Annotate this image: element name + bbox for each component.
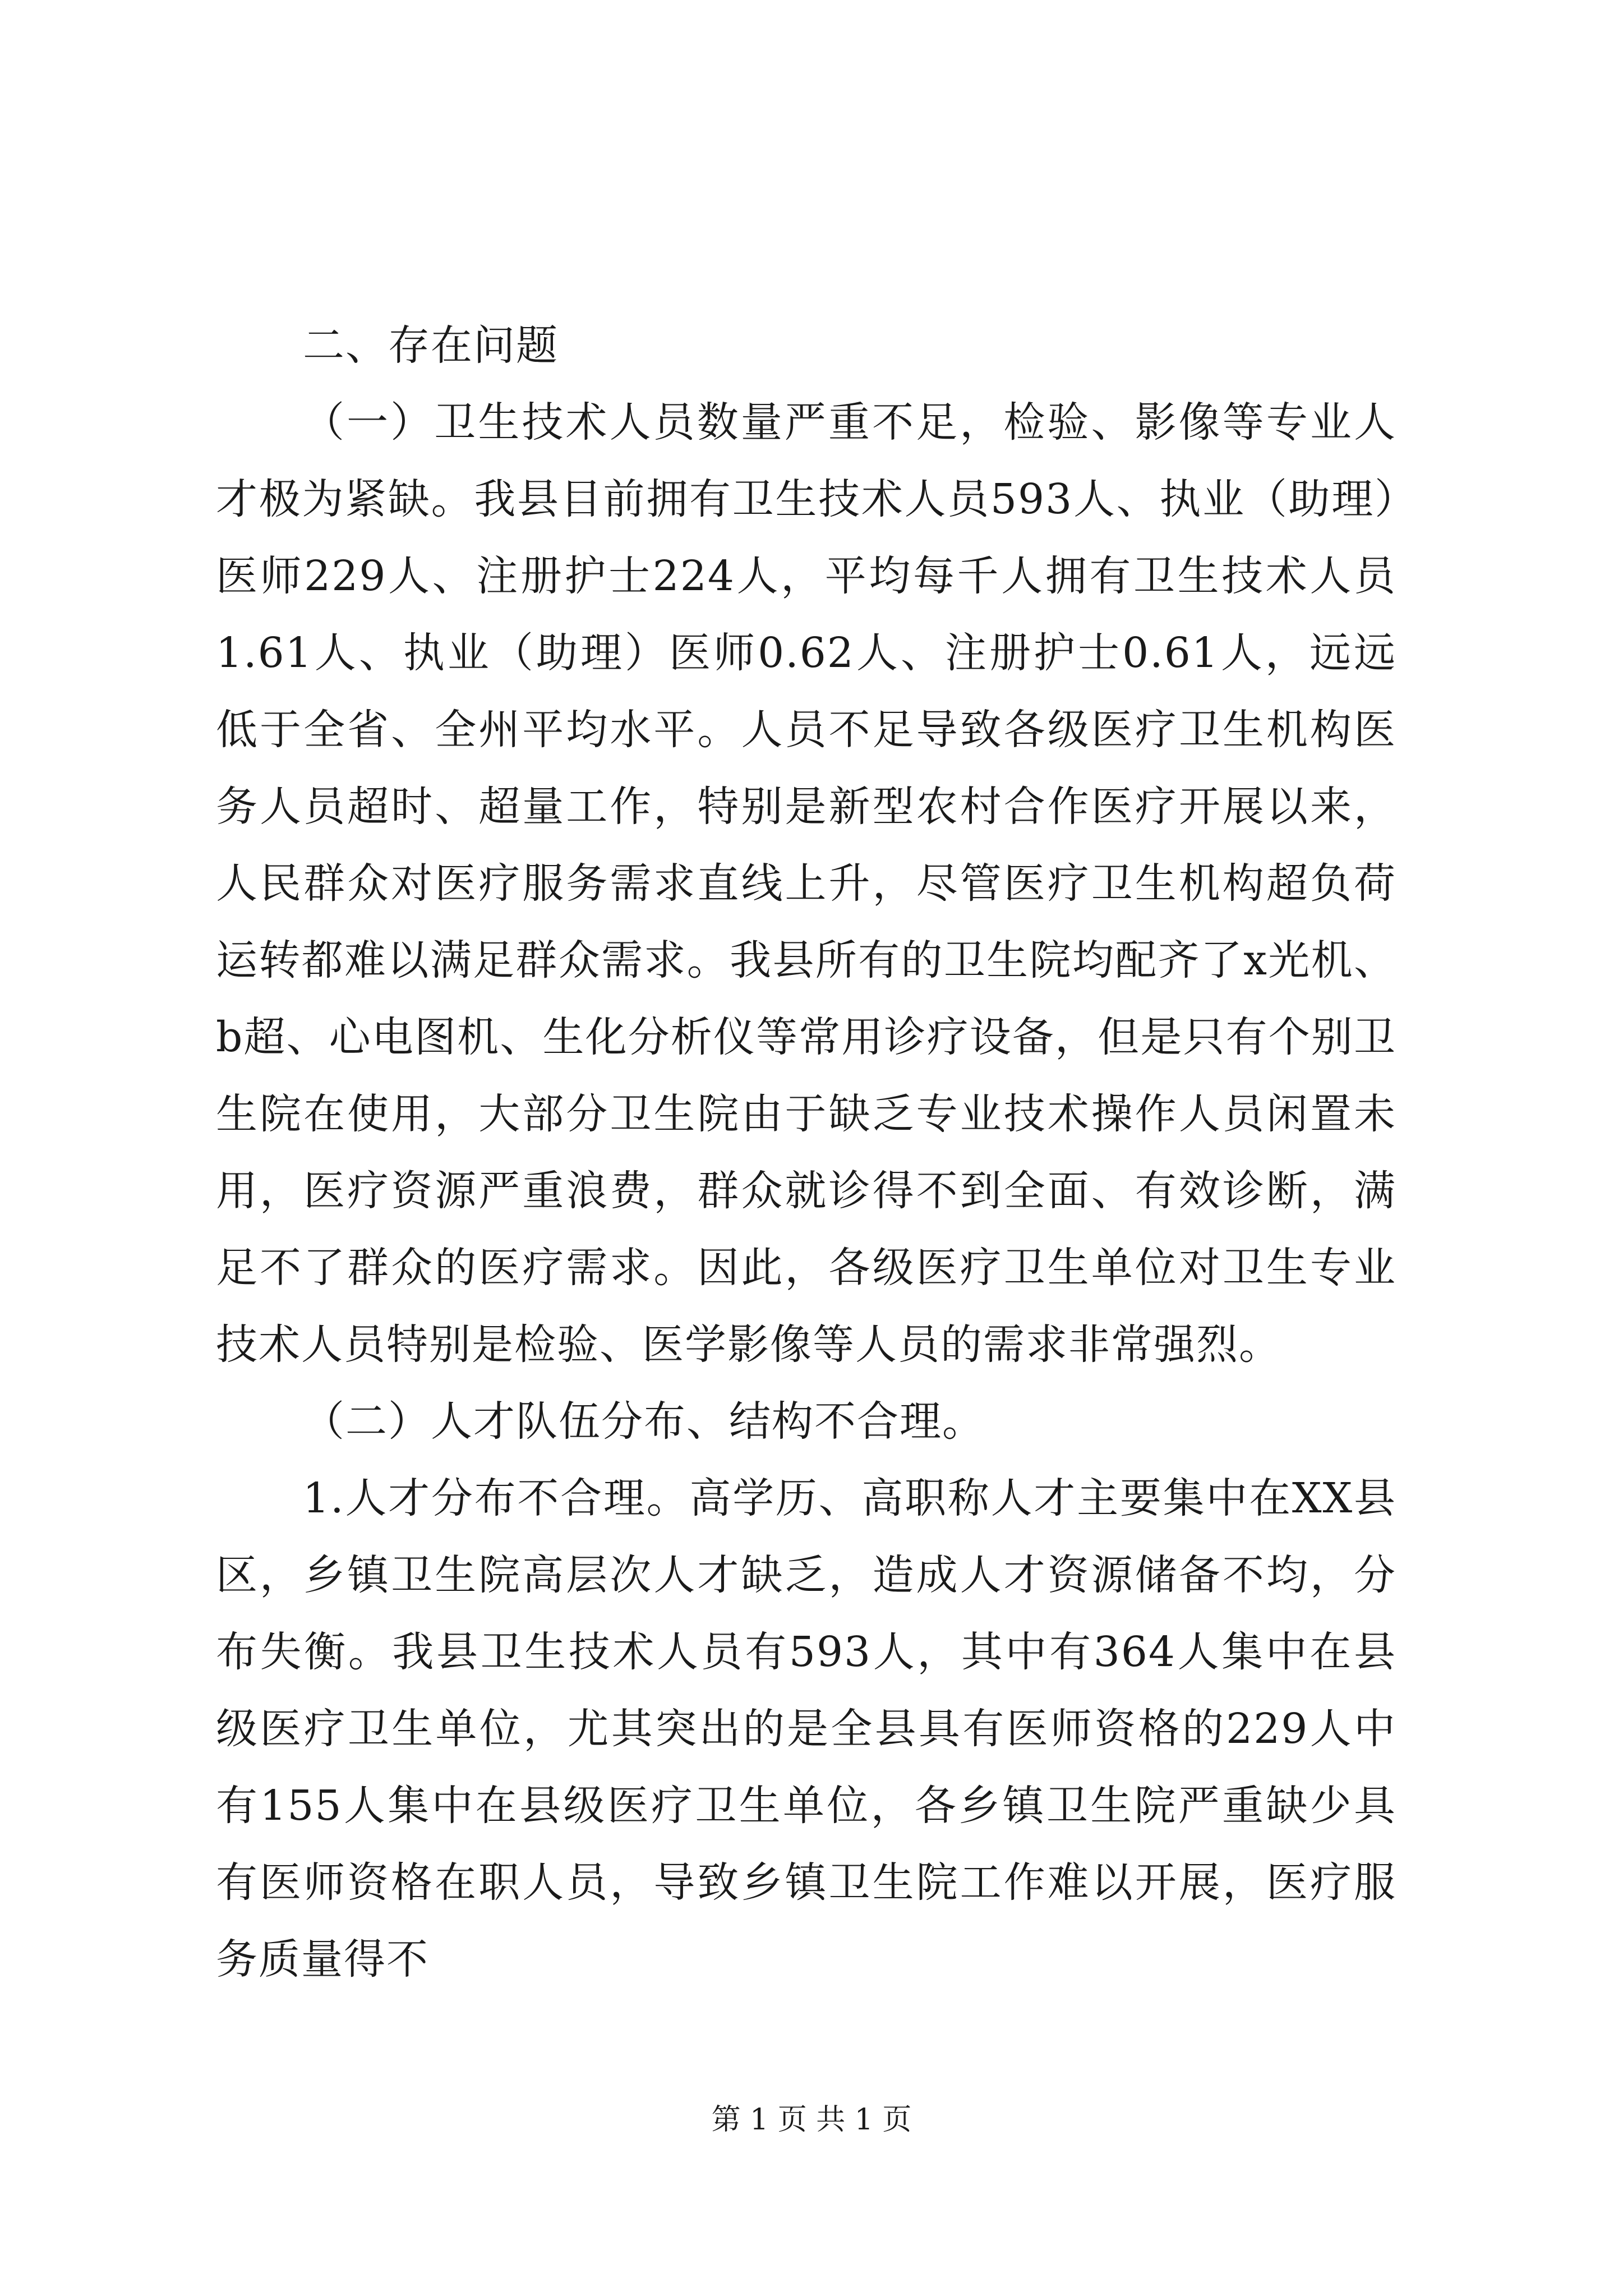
page-number-footer: 第 1 页 共 1 页: [711, 2103, 912, 2137]
section-heading: 二、存在问题: [303, 321, 559, 370]
document-body: [216, 307, 1396, 1998]
paragraph-distribution: 1.人才分布不合理。高学历、高职称人才主要集中在XX县区，乡镇卫生院高层次人才缺乏，造成人才资源储备不均，分布失衡。我县卫生技术人员有593人，其中有364人集中在县级医疗卫生单位，尤其突出的是全县具有医师资格的229人中有155人集中在县级医疗卫生单位，各乡镇卫生院严重缺少具有医师资格在职人员，导致乡镇卫生院工作难以开展，医疗服务质量得不: [216, 1474, 1396, 1984]
paragraph-structure-heading: （二）人才队伍分布、结构不合理。: [303, 1397, 985, 1446]
paragraph-staff-shortage: （一）卫生技术人员数量严重不足，检验、影像等专业人才极为紧缺。我县目前拥有卫生技术人员593人、执业（助理）医师229人、注册护士224人，平均每千人拥有卫生技术人员1.61人、执业（助理）医师0.62人、注册护士0.61人，远远低于全省、全州平均水平。人员不足导致各级医疗卫生机构医务人员超时、超量工作，特别是新型农村合作医疗开展以来，人民群众对医疗服务需求直线上升，尽管医疗卫生机构超负荷运转都难以满足群众需求。我县所有的卫生院均配齐了x光机、b超、心电图机、生化分析仪等常用诊疗设备，但是只有个别卫生院在使用，大部分卫生院由于缺乏专业技术操作人员闲置未用，医疗资源严重浪费，群众就诊得不到全面、有效诊断，满足不了群众的医疗需求。因此，各级医疗卫生单位对卫生专业技术人员特别是检验、医学影像等人员的需求非常强烈。: [216, 398, 1396, 1369]
